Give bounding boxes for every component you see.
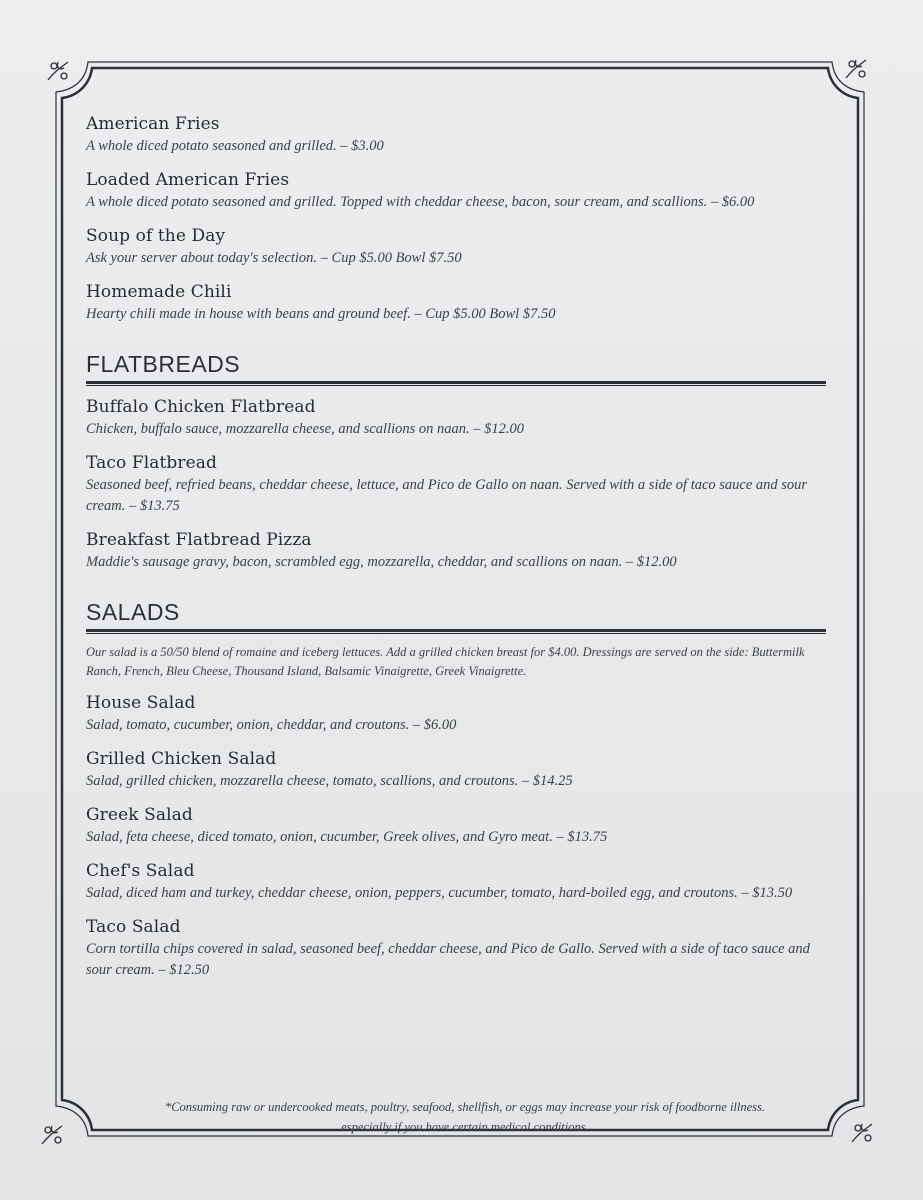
item-name: Loaded American Fries (86, 170, 290, 190)
item-description: Seasoned beef, refried beans, cheddar cheese, lettuce, and Pico de Gallo on naan. Served with a side of taco sauce and sour cream. – $13.75 (86, 477, 808, 514)
menu-content (86, 112, 826, 992)
item-name: Soup of the Day (86, 226, 226, 246)
item-description: A whole diced potato seasoned and grilled. – $3.00 (86, 138, 384, 154)
item-description: Corn tortilla chips covered in salad, seasoned beef, cheddar cheese, and Pico de Gallo. Served with a side of taco sauce and sour cream. – $12.50 (86, 941, 810, 978)
item-name: Homemade Chili (86, 282, 232, 302)
disclaimer-line: especially if you have certain medical conditions. (341, 1120, 589, 1134)
item-name: Buffalo Chicken Flatbread (86, 397, 316, 417)
menu-item (86, 168, 826, 213)
disclaimer-line: *Consuming raw or undercooked meats, poultry, seafood, shellfish, or eggs may increase your risk of foodborne illness. (164, 1100, 766, 1114)
item-description: Salad, tomato, cucumber, onion, cheddar, and croutons. – $6.00 (86, 717, 457, 733)
item-name: Taco Flatbread (86, 453, 217, 473)
menu-item (86, 280, 826, 325)
item-name: American Fries (86, 114, 220, 134)
item-name: House Salad (86, 693, 196, 713)
item-description: Salad, grilled chicken, mozzarella cheese, tomato, scallions, and croutons. – $14.25 (86, 773, 573, 789)
salad-note: Our salad is a 50/50 blend of romaine and iceberg lettuces. Add a grilled chicken breast for $4.00. Dressings are served on the side: Buttermilk Ranch, French, Bleu Cheese, Thousand Island, Balsamic Vinaigrette, Greek Vinaigrette. (86, 645, 805, 678)
item-description: Chicken, buffalo sauce, mozzarella cheese, and scallions on naan. – $12.00 (86, 421, 525, 437)
item-name: Chef's Salad (86, 861, 195, 881)
item-description: Salad, feta cheese, diced tomato, onion, cucumber, Greek olives, and Gyro meat. – $13.75 (86, 829, 608, 845)
item-name: Taco Salad (86, 917, 181, 937)
section-title-flatbreads: FLATBREADS (86, 351, 241, 377)
menu-item (86, 224, 826, 269)
item-name: Breakfast Flatbread Pizza (86, 530, 312, 550)
section-title-salads: SALADS (86, 599, 180, 625)
menu-item (86, 112, 826, 157)
section-divider (86, 629, 826, 632)
menu-item (86, 691, 826, 736)
section-divider (86, 381, 826, 384)
floral-ornament-icon (852, 1124, 872, 1142)
floral-ornament-icon (48, 62, 68, 80)
section-divider (86, 633, 826, 634)
menu-item (86, 747, 826, 792)
menu-item (86, 395, 826, 440)
item-name: Grilled Chicken Salad (86, 749, 277, 769)
item-description: Hearty chili made in house with beans and ground beef. – Cup $5.00 Bowl $7.50 (86, 306, 556, 322)
menu-item (86, 528, 826, 573)
floral-ornament-icon (42, 1126, 62, 1144)
menu-item (86, 803, 826, 848)
item-description: Maddie's sausage gravy, bacon, scrambled egg, mozzarella, cheddar, and scallions on naan. – $12.00 (86, 554, 677, 570)
menu-item (86, 915, 826, 981)
allergy-disclaimer (110, 1097, 820, 1137)
item-name: Greek Salad (86, 805, 193, 825)
menu-item (86, 451, 826, 517)
section-divider (86, 385, 826, 386)
floral-ornament-icon (846, 60, 866, 78)
item-description: A whole diced potato seasoned and grilled. Topped with cheddar cheese, bacon, sour cream, and scallions. – $6.00 (86, 194, 755, 210)
menu-item (86, 859, 826, 904)
item-description: Ask your server about today's selection. – Cup $5.00 Bowl $7.50 (86, 250, 462, 266)
item-description: Salad, diced ham and turkey, cheddar cheese, onion, peppers, cucumber, tomato, hard-boiled egg, and croutons. – $13.50 (86, 885, 793, 901)
